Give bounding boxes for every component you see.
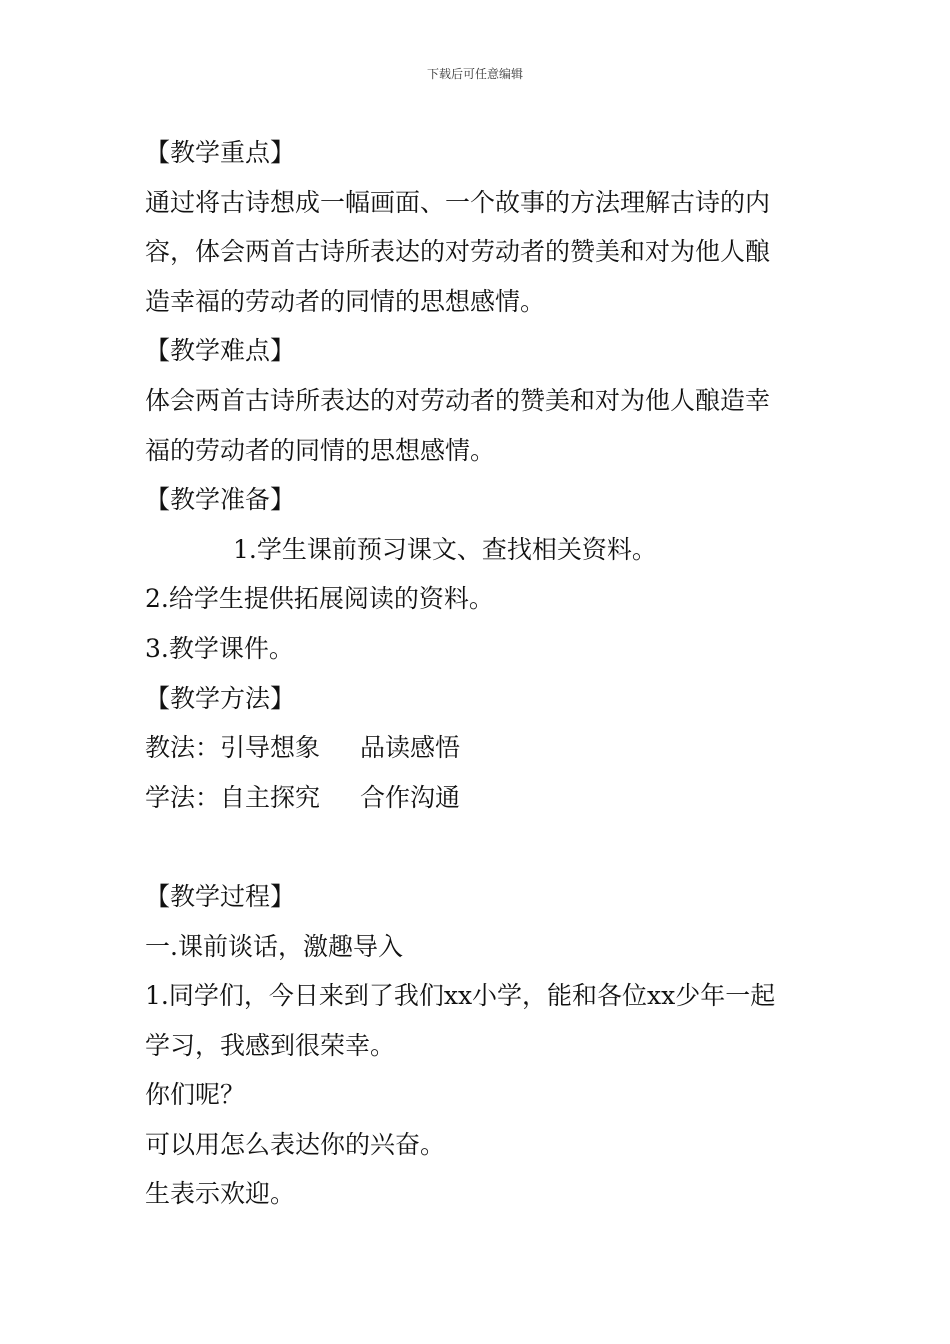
document-body xyxy=(145,128,817,1219)
teaching-method-b: 品读感悟 xyxy=(360,733,461,763)
teaching-method-a: 引导想象 xyxy=(220,733,321,763)
paragraph-line: 可以用怎么表达你的兴奋。 xyxy=(145,1129,446,1159)
blank-line xyxy=(145,822,817,872)
paragraph-line: 体会两首古诗所表达的对劳动者的赞美和对为他人酿造幸 xyxy=(145,385,771,415)
learning-label: 学法： xyxy=(145,782,221,812)
paragraph-line: 造幸福的劳动者的同情的思想感情。 xyxy=(145,286,546,316)
teaching-label: 教法： xyxy=(145,733,221,763)
page-header: 下载后可任意编辑 xyxy=(426,67,523,81)
list-item: 3.教学课件。 xyxy=(145,633,294,663)
paragraph-line: 生表示欢迎。 xyxy=(145,1179,296,1209)
list-item: 1.学生课前预习课文、查找相关资料。 xyxy=(233,534,657,564)
heading-difficulties: 【教学难点】 xyxy=(145,336,296,366)
learning-methods-line xyxy=(145,773,817,823)
paragraph-line: 福的劳动者的同情的思想感情。 xyxy=(145,435,496,465)
paragraph-line: 通过将古诗想成一幅画面、一个故事的方法理解古诗的内 xyxy=(145,187,771,217)
heading-methods: 【教学方法】 xyxy=(145,683,296,713)
learning-method-b: 合作沟通 xyxy=(360,782,461,812)
list-item: 2.给学生提供拓展阅读的资料。 xyxy=(145,584,494,614)
paragraph-line: 你们呢？ xyxy=(145,1080,246,1110)
paragraph-line: 容，体会两首古诗所表达的对劳动者的赞美和对为他人酿 xyxy=(145,237,771,267)
paragraph-line: 学习，我感到很荣幸。 xyxy=(145,1030,396,1060)
step-title: 一.课前谈话，激趣导入 xyxy=(145,931,403,961)
teaching-methods-line xyxy=(145,723,817,773)
heading-process: 【教学过程】 xyxy=(145,881,296,911)
heading-key-points: 【教学重点】 xyxy=(145,138,296,167)
learning-method-a: 自主探究 xyxy=(220,782,321,812)
paragraph-line: 1.同学们，今日来到了我们xx小学，能和各位xx少年一起 xyxy=(145,981,776,1011)
heading-preparation: 【教学准备】 xyxy=(145,485,296,515)
